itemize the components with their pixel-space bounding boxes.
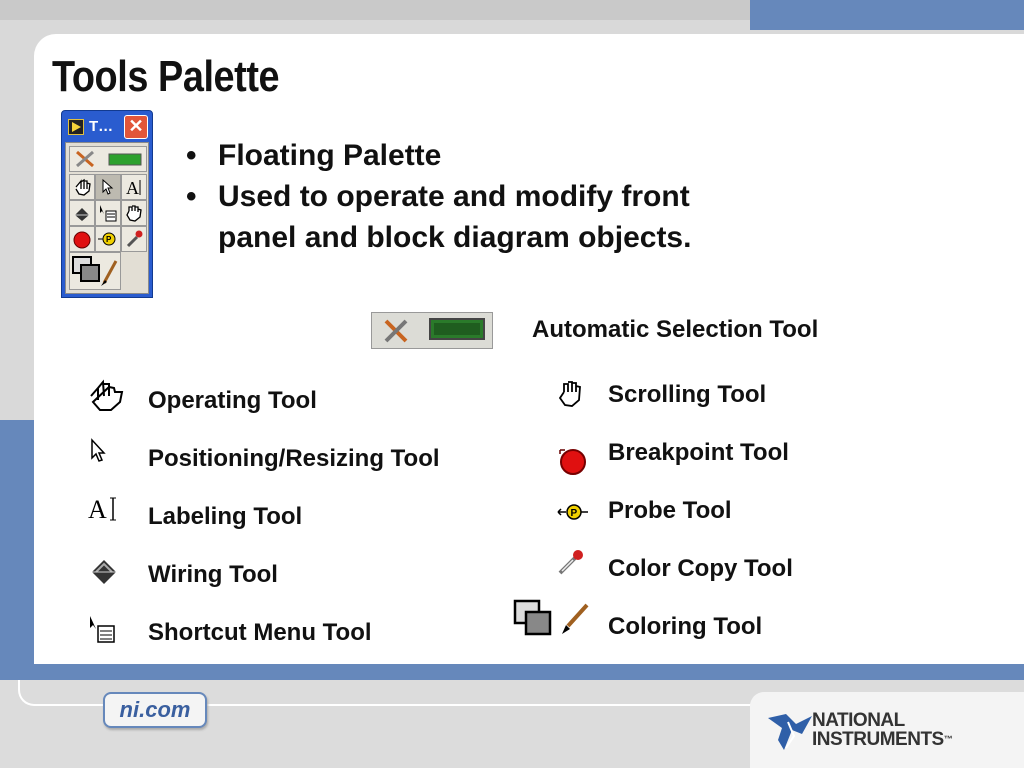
palette-probe-tool[interactable] (95, 226, 121, 252)
operating-hand-icon (86, 378, 126, 414)
scrolling-hand-icon (556, 378, 596, 414)
palette-labeling-tool[interactable] (121, 174, 147, 200)
tool-label-labeling: Labeling Tool (148, 503, 303, 530)
labview-run-icon (68, 119, 84, 135)
palette-titlebar[interactable] (62, 111, 152, 141)
breakpoint-icon (556, 444, 596, 480)
tool-label-scrolling: Scrolling Tool (608, 381, 767, 408)
positioning-arrow-icon (100, 178, 116, 196)
bottom-stripe-blue (0, 662, 1024, 680)
ni-logo-line2-text: INSTRUMENTS (812, 729, 944, 750)
wiring-spool-icon (88, 556, 128, 592)
palette-positioning-tool[interactable] (95, 174, 121, 200)
tool-label-probe: Probe Tool (608, 497, 732, 524)
slide-title: Tools Palette (52, 52, 280, 101)
tools-palette-window[interactable] (61, 110, 153, 298)
svg-text:P: P (570, 508, 578, 519)
tool-label-breakpoint: Breakpoint Tool (608, 439, 789, 466)
bullet-item: • Floating Palette (182, 135, 722, 176)
palette-color-copy-tool[interactable] (121, 226, 147, 252)
palette-scrolling-tool[interactable] (121, 200, 147, 226)
svg-text:A: A (126, 178, 139, 197)
labeling-a-icon (124, 177, 144, 197)
tool-label-operating: Operating Tool (148, 387, 317, 414)
ni-logo-line1: NATIONAL (812, 710, 905, 731)
left-stripe-blue (0, 420, 36, 680)
eyedropper-icon (124, 229, 144, 249)
ni-logo-line2 (812, 730, 952, 749)
wiring-spool-icon (72, 203, 92, 223)
svg-text:A: A (88, 495, 107, 524)
palette-close-button[interactable]: ✕ (124, 115, 148, 139)
palette-coloring-tool[interactable] (69, 252, 121, 290)
palette-operating-tool[interactable] (69, 174, 95, 200)
automatic-selection-icon (71, 148, 145, 170)
automatic-selection-icon (371, 312, 493, 349)
svg-text:P: P (106, 235, 112, 244)
probe-icon (97, 229, 119, 249)
operating-hand-icon (72, 177, 92, 197)
tool-label-shortcut-menu: Shortcut Menu Tool (148, 619, 372, 646)
positioning-arrow-icon (88, 438, 128, 474)
palette-body (65, 142, 149, 294)
tool-label-wiring: Wiring Tool (148, 561, 278, 588)
coloring-brush-icon (70, 253, 120, 289)
eyedropper-icon (556, 546, 596, 582)
breakpoint-icon (72, 229, 92, 249)
probe-icon (556, 498, 596, 534)
bullet-list (182, 135, 722, 258)
ni-eagle-logo-icon (766, 710, 816, 756)
top-stripe-blue (750, 0, 1024, 30)
tool-label-color-copy: Color Copy Tool (608, 555, 793, 582)
bullet-item: • Used to operate and modify front panel and block diagram objects. (182, 176, 722, 258)
labeling-a-icon (86, 494, 126, 530)
palette-wiring-tool[interactable] (69, 200, 95, 226)
automatic-selection-label: Automatic Selection Tool (532, 316, 819, 343)
top-stripe-gray (0, 0, 750, 20)
ni-logo-text (812, 711, 952, 749)
shortcut-menu-icon (88, 614, 128, 650)
ni-com-link[interactable]: ni.com (103, 692, 207, 728)
automatic-selection-toggle[interactable] (69, 146, 147, 172)
palette-breakpoint-tool[interactable] (69, 226, 95, 252)
scrolling-hand-icon (124, 203, 144, 223)
coloring-brush-icon (512, 598, 594, 644)
tool-label-coloring: Coloring Tool (608, 613, 763, 640)
palette-shortcut-menu-tool[interactable] (95, 200, 121, 226)
tool-label-positioning: Positioning/Resizing Tool (148, 445, 440, 472)
palette-title: T… (89, 118, 114, 135)
shortcut-menu-icon (98, 203, 118, 223)
ni-trademark: ™ (943, 734, 953, 744)
